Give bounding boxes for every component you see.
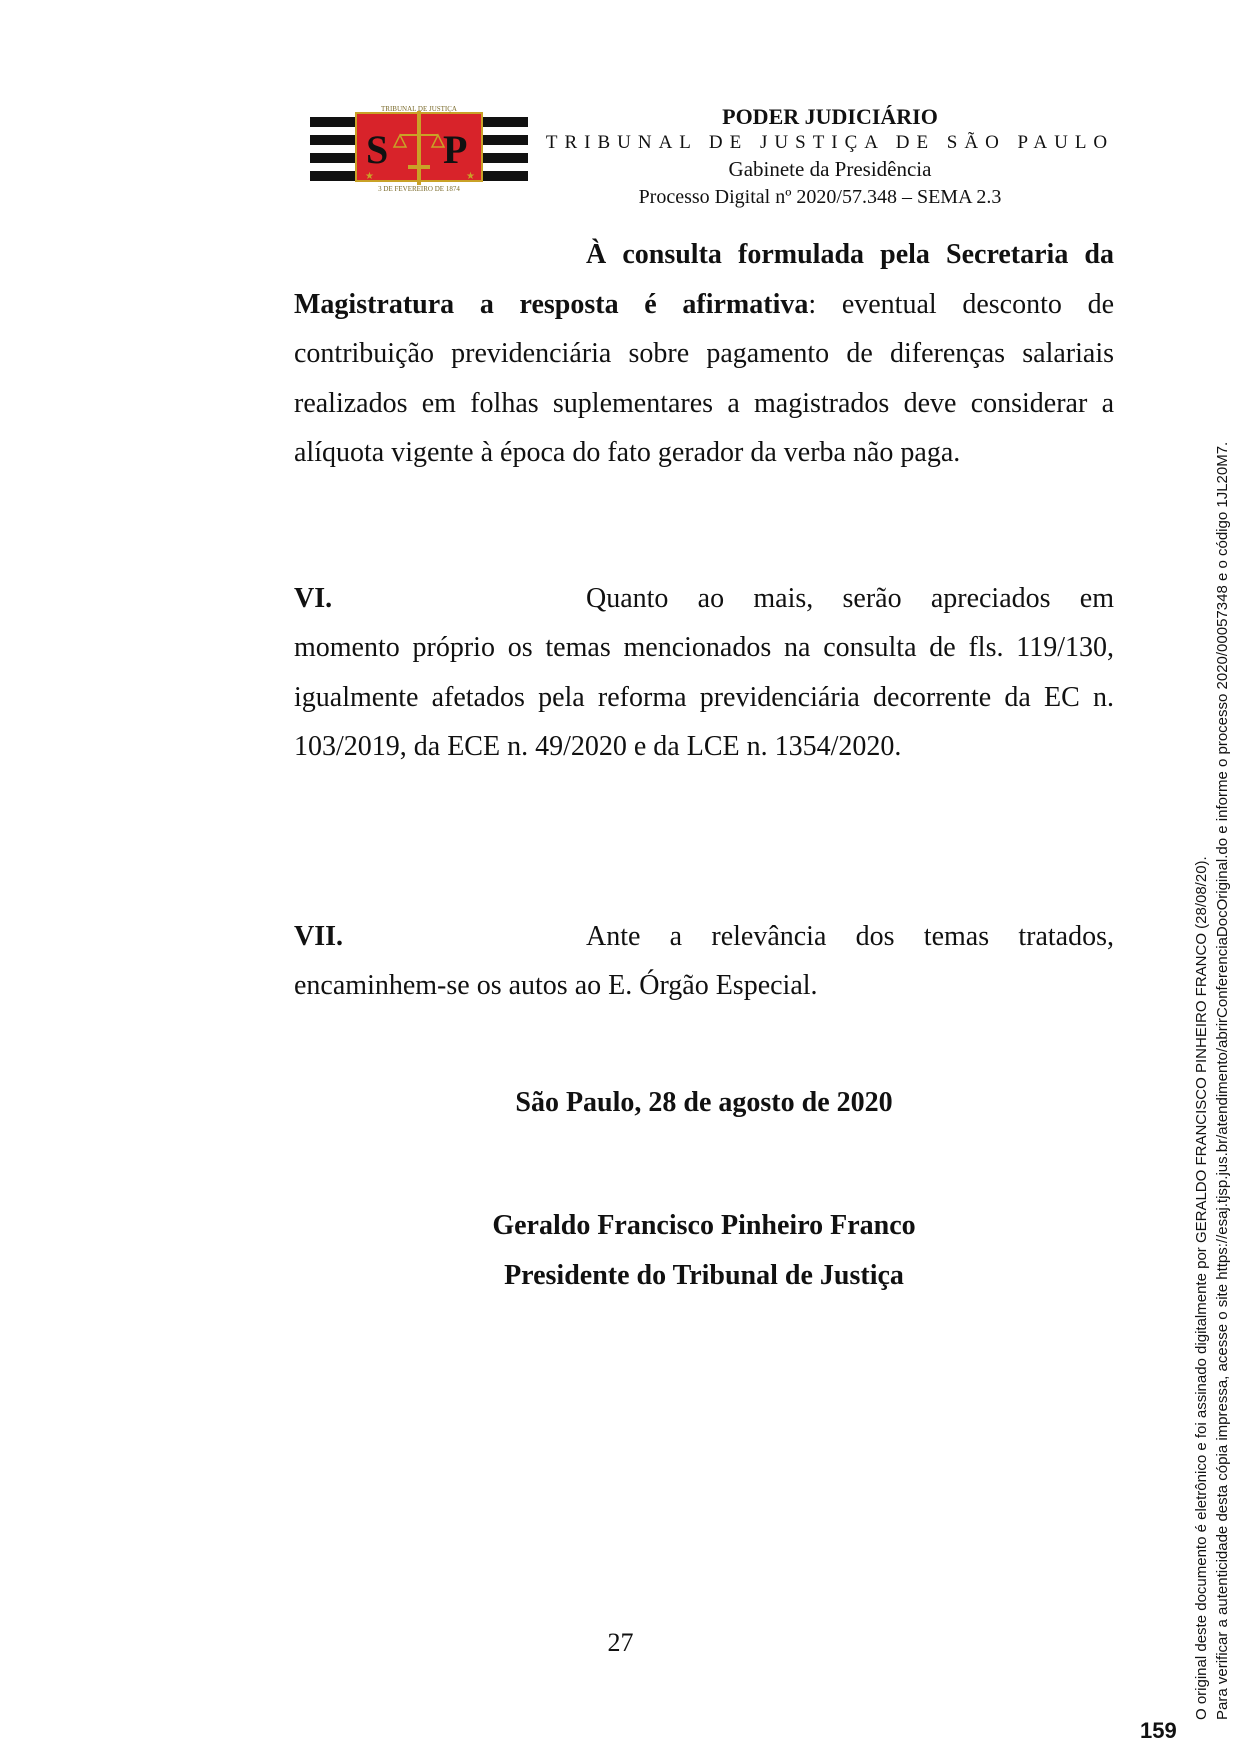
logo-letter-right: P <box>443 127 468 172</box>
paragraph-vi <box>294 574 1114 772</box>
document-date: São Paulo, 28 de agosto de 2020 <box>515 1086 893 1118</box>
paragraph-vii-text: Ante a relevância dos temas tratados, encaminhem-se os autos ao E. Órgão Especial. <box>294 920 1114 1001</box>
page-number: 27 <box>607 1628 634 1657</box>
tjsp-coat-of-arms-logo <box>310 105 528 191</box>
header-text-block <box>540 104 1120 212</box>
svg-text:★: ★ <box>466 171 475 182</box>
paragraph-vi-text: Quanto ao mais, serão apreciados em momento próprio os temas mencionados na consulta de fls. 119/130, igualmente afetados pela reforma previdenciária decorrente da EC n. 103/2019, da ECE n. 49/2020 e da LCE n. 1354/2020. <box>294 582 1114 762</box>
document-header <box>0 0 1241 220</box>
signature-block <box>294 1201 1114 1301</box>
logo-letter-left: S <box>366 127 389 172</box>
paragraph-answer <box>294 230 1114 478</box>
header-title: PODER JUDICIÁRIO <box>722 104 938 129</box>
authenticity-line-1: O original deste documento é eletrônico e foi assinado digitalmente por GERALDO FRANCISCO PINHEIRO FRANCO (28/08/20). <box>1193 856 1210 1720</box>
authenticity-line-2: Para verificar a autenticidade desta cópia impressa, acesse o site https://esaj.tjsp.jus.br/atendimento/abrirConferenciaDocOriginal.do e informe o processo 2020/00057348 e o código 1JL20M7. <box>1214 441 1231 1720</box>
answer-bold-text: À consulta formulada pela Secretaria da Magistratura a resposta é afirmativa <box>294 239 1114 320</box>
authenticity-notice <box>1191 260 1233 1720</box>
logo-bottom-text: 3 DE FEVEREIRO DE 1874 <box>378 185 460 191</box>
header-court-name: TRIBUNAL DE JUSTIÇA DE SÃO PAULO <box>545 132 1115 153</box>
answer-text: : eventual desconto de contribuição previdenciária sobre pagamento de diferenças salariais realizados em folhas suplementares a magistrados deve considerar a alíquota vigente à época do fato gerador da verba não paga. <box>294 288 1114 468</box>
header-office: Gabinete da Presidência <box>728 157 932 181</box>
section-number-vii: VII. <box>294 920 344 952</box>
signer-name: Geraldo Francisco Pinheiro Franco <box>492 1209 916 1241</box>
logo-top-text: TRIBUNAL DE JUSTIÇA <box>381 105 457 113</box>
svg-text:★: ★ <box>365 171 374 182</box>
paragraph-vii <box>294 912 1114 1011</box>
document-body <box>294 230 1114 1301</box>
section-number-vi: VI. <box>294 582 333 614</box>
sheet-number: 159 <box>1140 1718 1177 1743</box>
header-process-number: Processo Digital nº 2020/57.348 – SEMA 2.3 <box>638 186 1002 208</box>
signer-role: Presidente do Tribunal de Justiça <box>504 1259 904 1291</box>
